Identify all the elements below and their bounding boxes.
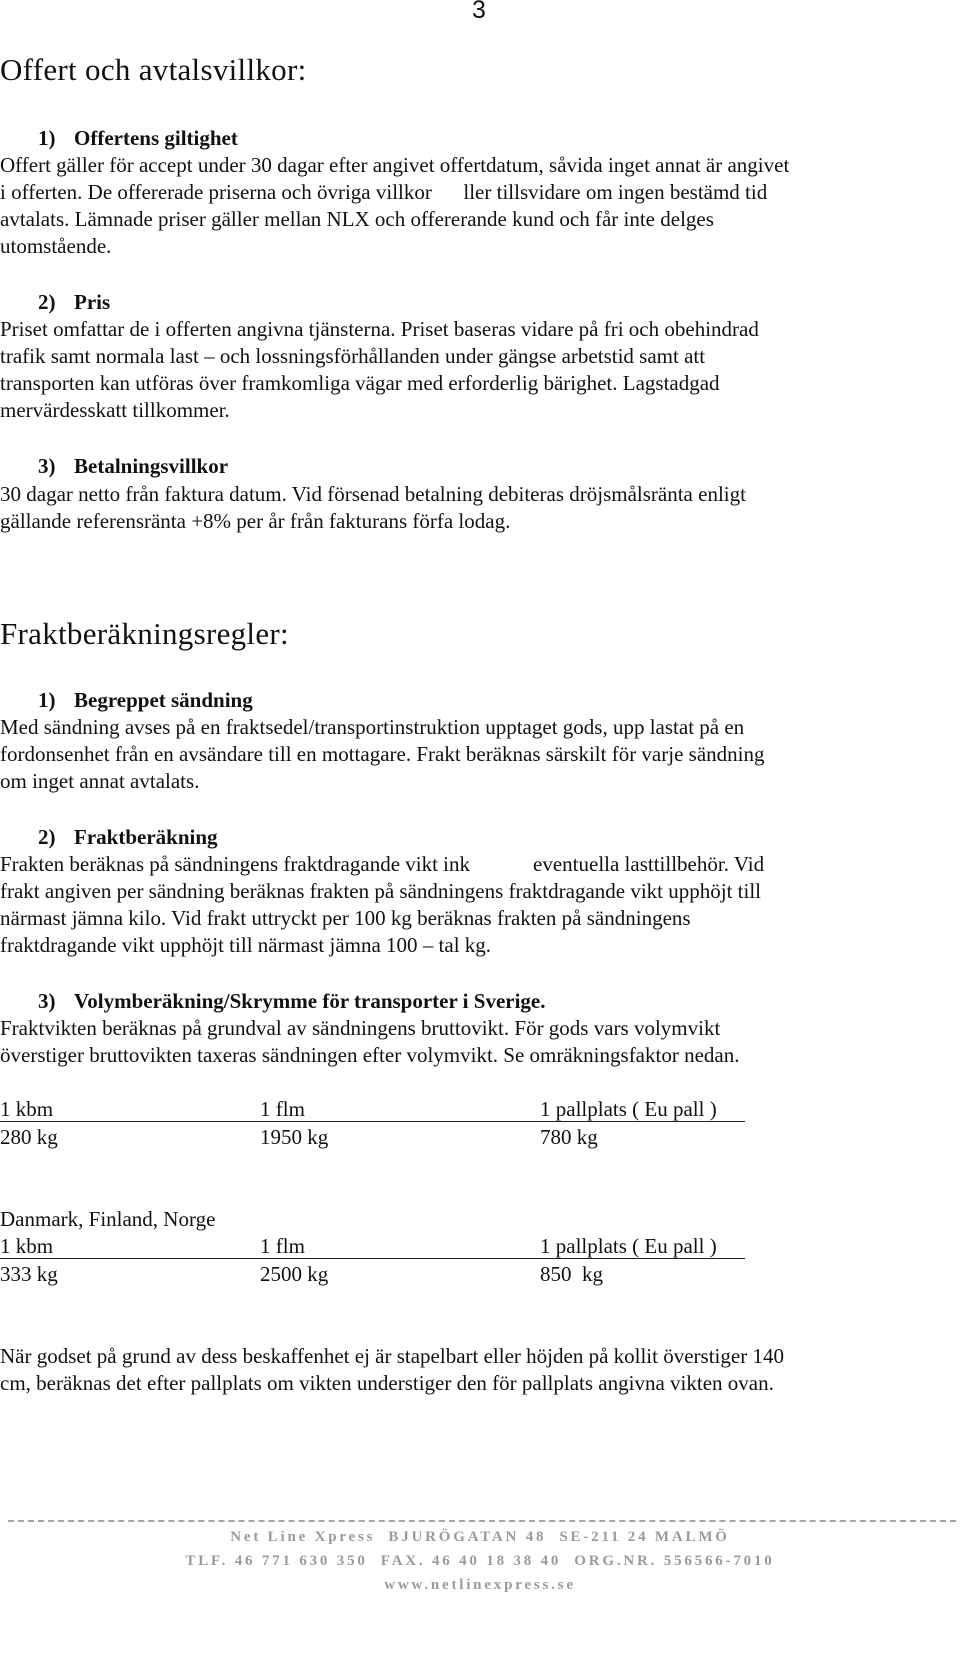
item-heading-payment-terms: 3) Betalningsvillkor [38,454,229,478]
paragraph-line: gällande referensränta +8% per år från fakturans förfa lodag. [0,509,511,533]
paragraph-line: Priset omfattar de i offerten angivna tjänsterna. Priset baseras vidare på fri och obehindrad [0,317,759,341]
footer-website-link[interactable]: www.netlinexpress.se [384,1577,576,1593]
conversion-table-nordic [0,1234,960,1294]
table-cell: 780 kg [540,1125,598,1149]
paragraph-line: närmast jämna kilo. Vid frakt uttryckt per 100 kg beräknas frakten på sändningens [0,906,691,930]
paragraph-line: avtalats. Lämnade priser gäller mellan NLX och offererande kund och får inte delges [0,207,714,231]
paragraph-line: transporten kan utföras över framkomliga vägar med erforderlig bärighet. Lagstadgad [0,371,720,395]
item-heading-price: 2) Pris [38,290,111,314]
item-heading-offer-validity: 1) Offertens giltighet [38,126,238,150]
paragraph-line: fraktdragande vikt upphöjt till närmast jämna 100 – tal kg. [0,933,492,957]
paragraph-line: i offerten. De offererade priserna och övriga villkor ller tillsvidare om ingen bestämd tid [0,180,768,204]
paragraph-line: cm, beräknas det efter pallplats om vikten understiger den för pallplats angivna vikten ovan. [0,1371,774,1395]
paragraph-line: mervärdesskatt tillkommer. [0,398,230,422]
paragraph-line: utomstående. [0,234,112,258]
table-cell: 280 kg [0,1125,58,1149]
table-header-pallplats: 1 pallplats ( Eu pall ) [540,1234,717,1258]
paragraph-line: fordonsenhet från en avsändare till en mottagare. Frakt beräknas särskilt för varje sändning [0,742,765,766]
item-heading-consignment: 1) Begreppet sändning [38,688,253,712]
item-heading-volume-calculation: 3) Volymberäkning/Skrymme för transporter i Sverige. [38,989,546,1013]
paragraph-line: överstiger bruttovikten taxeras sändningen efter volymvikt. Se omräkningsfaktor nedan. [0,1043,740,1067]
footer-company-address: Net Line Xpress BJURÖGATAN 48 SE-211 24 MALMÖ [230,1529,730,1545]
table-header-flm: 1 flm [260,1097,305,1121]
table-cell: 2500 kg [260,1262,329,1286]
table-header-flm: 1 flm [260,1234,305,1258]
section-title-offer-terms: Offert och avtalsvillkor: [0,52,307,87]
footer-contact-numbers: TLF. 46 771 630 350 FAX. 46 40 18 38 40 ORG.NR. 556566-7010 [185,1553,775,1569]
item-heading-freight-calculation: 2) Fraktberäkning [38,825,218,849]
table-cell: 850 kg [540,1262,603,1286]
paragraph-line: frakt angiven per sändning beräknas frakten på sändningens fraktdragande vikt upphöjt till [0,879,762,903]
paragraph-line: Frakten beräknas på sändningens fraktdragande vikt ink eventuella lasttillbehör. Vid [0,852,765,876]
paragraph-line: Offert gäller för accept under 30 dagar efter angivet offertdatum, såvida inget annat är angivet [0,153,790,177]
table-header-underline [0,1121,745,1122]
table-header-underline [0,1258,745,1259]
paragraph-line: om inget annat avtalats. [0,769,200,793]
page-number: 3 [472,0,486,24]
paragraph-line: 30 dagar netto från faktura datum. Vid försenad betalning debiteras dröjsmålsränta enligt [0,482,746,506]
paragraph-line: Med sändning avses på en fraktsedel/transportinstruktion upptaget gods, upp lastat på en [0,715,745,739]
table-header-kbm: 1 kbm [0,1097,54,1121]
table-header-pallplats: 1 pallplats ( Eu pall ) [540,1097,717,1121]
paragraph-line: trafik samt normala last – och lossningsförhållanden under gängse arbetstid samt att [0,344,706,368]
nordic-countries-label: Danmark, Finland, Norge [0,1207,216,1231]
paragraph-line: Fraktvikten beräknas på grundval av sändningens bruttovikt. För gods vars volymvikt [0,1016,721,1040]
table-header-kbm: 1 kbm [0,1234,54,1258]
section-title-freight-rules: Fraktberäkningsregler: [0,616,289,651]
footer-divider [8,1520,956,1522]
paragraph-line: När godset på grund av dess beskaffenhet ej är stapelbart eller höjden på kollit överstiger 140 [0,1344,784,1368]
table-cell: 333 kg [0,1262,58,1286]
table-cell: 1950 kg [260,1125,329,1149]
conversion-table-sweden [0,1097,960,1157]
